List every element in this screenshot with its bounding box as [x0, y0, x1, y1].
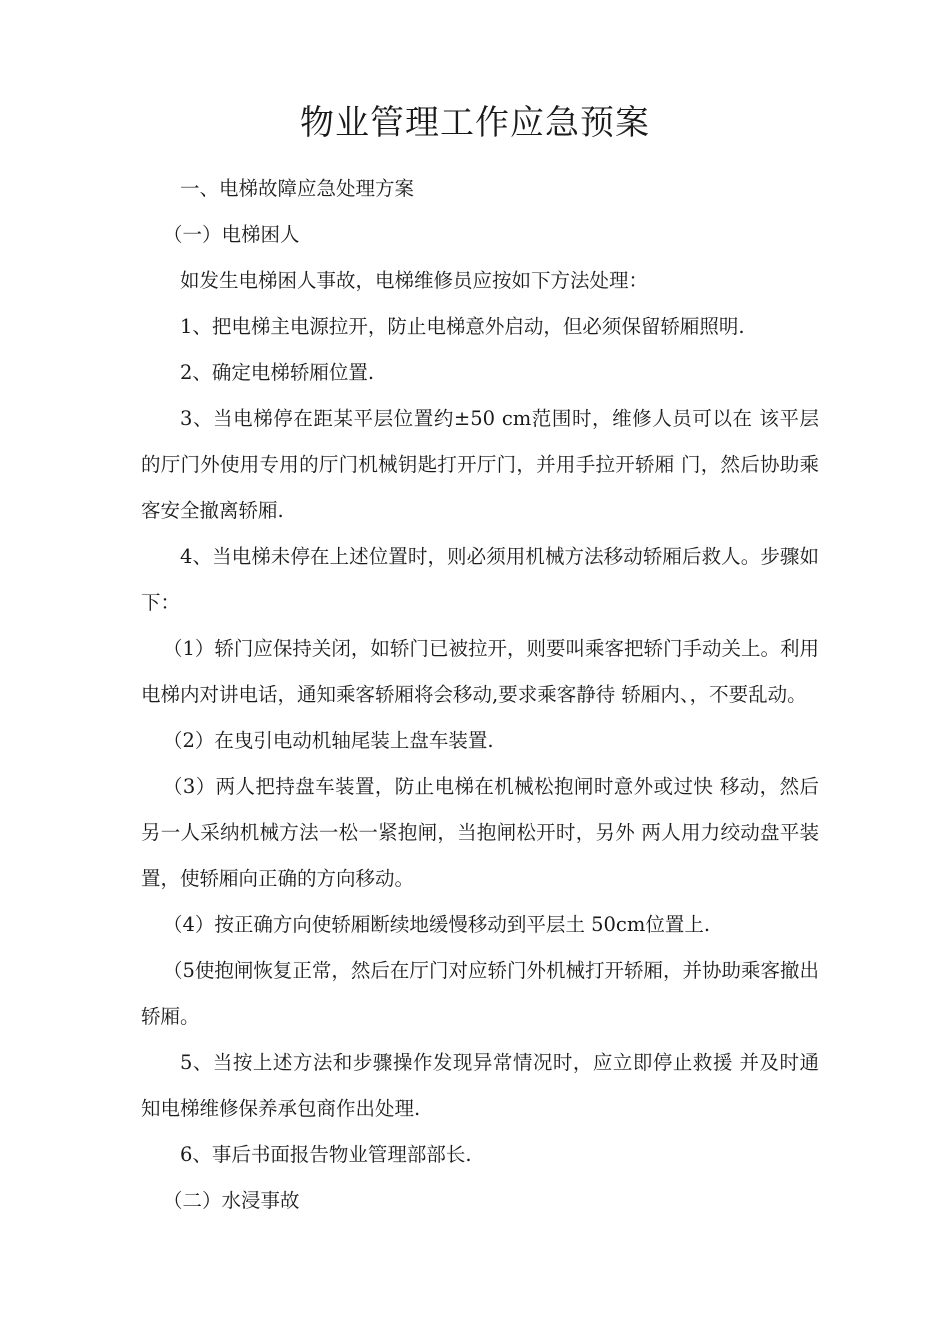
- substep-5: （5使抱闸恢复正常，然后在厅门对应轿门外机械打开轿厢，并协助乘客撤出轿厢。: [141, 959, 819, 1028]
- step-3: 3、当电梯停在距某平层位置约±50 cm范围时，维修人员可以在 该平层的厅门外使用专用的厅门机械钥匙打开厅门，并用手拉开轿厢 门，然后协助乘客安全撤离轿厢.: [141, 407, 819, 522]
- step-2: 2、确定电梯轿厢位置.: [180, 361, 375, 384]
- step-6: 6、事后书面报告物业管理部部长.: [180, 1143, 472, 1166]
- substep-1: （1）轿门应保持关闭，如轿门已被拉开，则要叫乘客把轿门手动关上。利用电梯内对讲电话，通知乘客轿厢将会移动,要求乘客静待 轿厢内、，不要乱动。: [141, 637, 819, 706]
- substep-2: （2）在曳引电动机轴尾装上盘车装置.: [163, 729, 494, 752]
- subsection-heading-flooding: （二）水浸事故: [163, 1189, 300, 1212]
- substep-3: （3）两人把持盘车装置，防止电梯在机械松抱闸时意外或过快 移动，然后另一人采纳机械方法一松一紧抱闸，当抱闸松开时，另外 两人用力绞动盘平装置，使轿厢向正确的方向移动。: [141, 775, 819, 890]
- substep-4: （4）按正确方向使轿厢断续地缓慢移动到平层土 50cm位置上.: [163, 913, 711, 936]
- section-heading-elevator: 一、电梯故障应急处理方案: [180, 177, 415, 200]
- paragraph-intro: 如发生电梯困人事故，电梯维修员应按如下方法处理：: [180, 269, 649, 292]
- document-title: 物业管理工作应急预案: [300, 103, 650, 143]
- step-4: 4、当电梯未停在上述位置时，则必须用机械方法移动轿厢后救人。步骤如下：: [141, 545, 819, 614]
- step-5: 5、当按上述方法和步骤操作发现异常情况时，应立即停止救援 并及时通知电梯维修保养承包商作出处理.: [141, 1051, 819, 1120]
- document-body: [141, 166, 819, 1224]
- step-1: 1、把电梯主电源拉开，防止电梯意外启动，但必须保留轿厢照明.: [180, 315, 745, 338]
- subsection-heading-trapped: （一）电梯困人: [163, 223, 300, 246]
